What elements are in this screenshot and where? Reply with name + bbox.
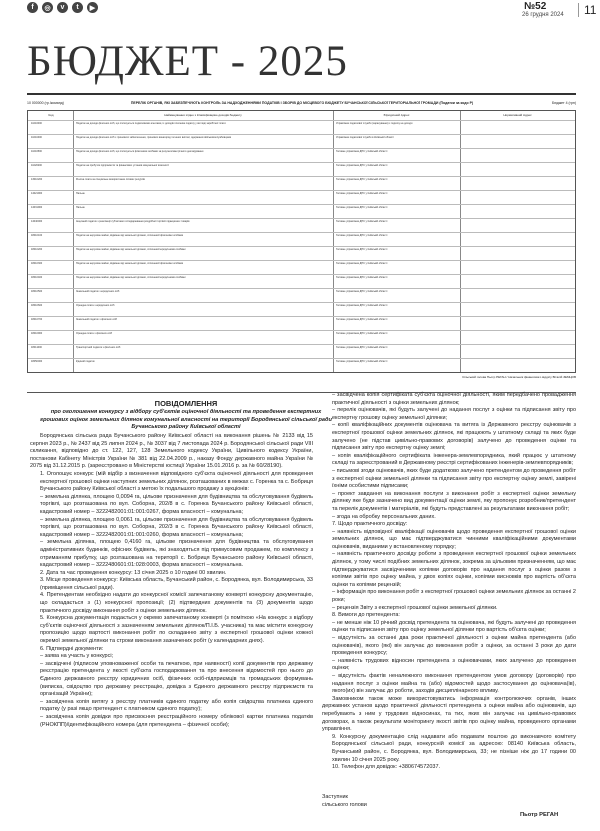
table-left-note: 10 000000 (гр.Ікоманд) — [27, 101, 64, 105]
notice-paragraph: – рецензія Звіту з експертної грошової оцінки земельної ділянки. — [332, 604, 498, 611]
top-bar — [0, 0, 600, 22]
table-cell-code: 18010300 — [31, 262, 43, 265]
table-cell-code: 18010100 — [31, 234, 43, 237]
table-cell-name: Пальне — [76, 206, 85, 209]
table-cell-code: 11020200 — [31, 164, 42, 167]
table-row — [28, 204, 575, 205]
table-cell-code: 18010600 — [31, 304, 43, 307]
column-header-name: Найменування згідно з Класифікацією доходів бюджету — [164, 113, 242, 117]
notice-paragraph: 5. Конкурсна документація подається у окремо запечатаному конверті (з поміткою «На конкурс з відбору суб'єктів оціночної діяльності з зазначенням земельних ділянок/П.І.Б. учасника) та має містити конкурсну пропозицію щодо вартості виконання робіт по складанню звіту з експертної грошової оцінки кожної окремої земельної ділянки та строки виконання зазначених робіт (у календарних днях). — [40, 615, 313, 645]
table-cell-name: Податок на нерухоме майно, відмінне від земельної ділянки, сплачений юридичними особами — [76, 276, 186, 279]
budget-table — [27, 97, 576, 389]
table-cell-name: Земельний податок з юридичних осіб — [76, 290, 120, 293]
table-cell-code: 13010200 — [31, 178, 43, 181]
notice-paragraph: – засвідчені (підписом уповноваженої особи та печаткою, при наявності) копії документів про державну реєстрацію претендента у якості суб'єкта господарювання та про внесення відомостей про нього до Єдиного державного реєстру юридичних осіб, фізичних осіб-підприємців та громадських формувань (виписка, свідоцтво про державну реєстрацію, довідка з Єдиного державного реєстру підприємств та організацій України); — [40, 660, 313, 698]
notice-paragraph: – не менше ніж 10 річний досвід претендента та оцінювача, які будуть залучені до проведення оцінки та підписання звіту про оцінку земельної ділянки про вартість об'єкта оцінки; — [332, 619, 576, 634]
table-row — [28, 246, 575, 247]
notice-paragraph: – наявність трудових відносин претендента з оцінювачами, яких залучено до проведення оцінки; — [332, 657, 576, 672]
notice-paragraph: 1. Оголошує конкурс (мій відбір з визначення відповідного суб'єкта оціночної діяльності для проведення експертної грошової оцінки наступних земельних ділянок, розташованих в межах с. Горенка та с. Бобриця Бучанського району Київської області з метою їх подальшого продажу з аукціонів: — [40, 470, 313, 493]
table-cell-code: 11010400 — [31, 136, 42, 139]
signature-name: Пьотр РЕГАН — [520, 812, 559, 818]
notice-paragraph: – заява на участь у конкурсі; — [40, 653, 114, 660]
notice-paragraph: – земельна ділянка, площею 0,0061 га, цільове призначення для будівництва та обслуговування будівель торгівлі, що розташована по вул. Соборна, 202/3 в с. Горенка Бучанського району Київської області, кадастровий номер – 3222482001:01:001:0260, форма власності – комунальна; — [40, 516, 313, 538]
notice-paragraph: 10. Телефон для довідок: +380674572037. — [332, 764, 441, 771]
table-right-note: Бюджет 4 (грн) — [551, 101, 576, 105]
column-header-code: Код — [48, 113, 54, 117]
table-cell-body: Головне управління ДПС у Київській області — [336, 318, 388, 321]
column-divider — [460, 111, 461, 372]
notice-paragraph: – земельна ділянка, площею 0,0094 га, цільове призначення для будівництва та обслуговування будівель торгівлі, що розташована по вул. Соборна, 202/8 в с. Горенка Бучанського району Київської області, кадастровий номер – 3222482001:01:001:0267, форма власності – комунальна; — [40, 493, 313, 515]
table-cell-name: Податок на нерухоме майно, відмінне від земельної ділянки, сплачений фізичними особами — [76, 234, 184, 237]
table-cell-name: Орендна плата з фізичних осіб — [76, 332, 113, 335]
table-cell-body: Головне управління ДПС у Київській області — [336, 150, 388, 153]
table-cell-name: Земельний податок з фізичних осіб — [76, 318, 117, 321]
signature-title: Заступник сільського голови — [322, 794, 367, 808]
table-cell-code: 14040000 — [31, 220, 43, 223]
table-row — [28, 288, 575, 289]
notice-paragraph: 8. Вимоги до претендента: — [332, 612, 400, 619]
table-cell-body: Головне управління ДПС у Київській області — [336, 206, 388, 209]
notice-paragraph: Бородянська сільська рада Бучанського району Київської області на виконання рішень № 2133 від 15 серпня 2023 р., № 2437 від 25 липня 2024 р., № 3037 від 7 листопада 2024 р. Бородянської сільської ради VIII скликання, відповідно до ст. 122, 127, 128 Земельного кодексу України, Цивільного кодексу України, постанови Кабінету Міністрів України № 381 від 22.04.2009 р., наказу Фонду державного майна України № 2075 від 31.12.2015 р. (зареєстровано в Міністерстві юстиції України 15.01.2016 р. за № 60/28190). — [30, 433, 313, 470]
table-cell-body: Головне управління ДПС у Київській області — [336, 304, 388, 307]
table-cell-code: 18010900 — [31, 332, 43, 335]
issue-date: 26 грудня 2024 — [522, 12, 564, 18]
table-row — [28, 218, 575, 219]
table-cell-body: Головне управління ДПС у Київській області — [336, 178, 388, 181]
table-cell-body: Головне управління ДПС у Київській області — [336, 220, 388, 223]
notice-paragraph: 4. Претендентам необхідно надати до конкурсної комісії запечатаному конверті конкурсну документацію, що складається з (1) конкурсної пропозиції; (2) підтвердних документів та (3) документів щодо практичного досвіду виконання робіт з оцінки земельних ділянок. — [40, 592, 313, 614]
table-title: ПЕРЕЛІК ОРГАНІВ, ЯКІ ЗАБЕЗПЕЧУЮТЬ КОНТРОЛЬ ЗА НАДХОДЖЕННЯМИ ПОДАТКІВ І ЗБОРІВ ДО МІСЦЕВОГО БЮДЖЕТУ БУЧАНСЬКОЇ СІЛЬСЬКОЇ ТЕРИТОРІАЛЬНОЇ ГРОМАДИ (Податки за кодо Р) — [130, 101, 474, 105]
notice-paragraph: – письмові згоди оцінювачів, яких буде додатково залучено претендентом до проведення робіт з експертної оцінки земельної ділянки та підписання звіту про експертну оцінку землі, завірені їхніми особистими підписами; — [332, 467, 576, 490]
table-cell-body: Головне управління ДПС у Київській області — [336, 234, 388, 237]
notice-paragraph: – відсутність за останні два роки практичної діяльності з оцінки майна претендента (або оцінювачів), якого (які) він залучає до виконання робіт з оцінки, за останні 3 роки до дати проведення конкурсу; — [332, 635, 576, 657]
column-header-legal: Юридичний Адрес — [383, 113, 410, 117]
table-cell-code: 18010200 — [31, 248, 43, 251]
table-cell-body: Головне управління ДПС у Київській області — [336, 332, 388, 335]
table-row — [28, 120, 575, 121]
instagram-icon[interactable]: ◎ — [42, 2, 53, 13]
table-cell-body: Головне управління ДПС у Київській області — [336, 192, 388, 195]
notice-paragraph: – перелік оцінювачів, які будуть залучені до надання послуг з оцінки та підписання звіту про експертну грошову оцінку земельної ділянки; — [332, 407, 576, 421]
notice-paragraph: – копія кваліфікаційного сертифіката інженера-землевпорядника, який працює у штатному складі та зареєстрований в Державному реєстрі сертифікованих інженерів-землевпорядників; — [332, 452, 576, 467]
table-row — [28, 302, 575, 303]
notice-paragraph: – засвідчена копія витягу з реєстру платників єдиного податку або копія свідоцтва платника єдиного податку (у разі якщо претендент є платником єдиного податку); — [40, 698, 313, 713]
table-row — [28, 330, 575, 331]
table-cell-code: 18010500 — [31, 290, 43, 293]
notice-paragraph: – відсутність фактів неналежного виконання претендентом умов договору (договорів) про надання послуг з оцінки майна та (або) відомостей щодо застосування до оцінювача(ів), якого(их) він залучає до роботи, заходів дисциплінарного впливу. — [332, 672, 576, 695]
table-row — [28, 274, 575, 275]
notice-paragraph: 3. Місце проведення конкурсу: Київська область, Бучанський район, с. Бородянка, вул. Володимирська, 33 (приміщення сільської ради). — [40, 577, 313, 591]
notice-paragraph: – земельна ділянка, площею 0,4160 га, цільове призначення для будівництва та обслуговування адміністративних будинків, офісних будівель, які знаходяться під примусовим продажем, по комплексу з отриманням прибутку, що розташована на території с. Бобриця Бучанського району Київської області, кадастровий номер – 3222480601:01:028:0003, форма власності – комунальна. — [40, 539, 313, 569]
table-cell-name: Рентна плата за спеціальне використання лісових ресурсів — [76, 178, 145, 181]
notice-subtitle: про оголошення конкурсу з відбору суб'єктів оціночної діяльності та проведення експертних грошових оцінок земельних ділянок комунальної власності на території Бородянської сільської ради Бучанського району Київської області — [40, 409, 332, 431]
table-row — [28, 260, 575, 261]
table-cell-code: 14021900 — [31, 192, 43, 195]
table-cell-name: Податок на доходи фізичних осіб, що сплачується фізичними особами за результатами річного декларування — [76, 150, 204, 153]
notice-paragraph: – інформація про виконання робіт з експертної грошової оцінки земельних ділянок за останні 2 роки; — [332, 589, 576, 604]
facebook-icon[interactable]: f — [27, 2, 38, 13]
column-divider — [73, 111, 74, 372]
table-cell-name: Орендна плата з юридичних осіб — [76, 304, 115, 307]
notice-right-column — [322, 392, 576, 772]
notice-paragraph: – проект завдання на виконання послуги з виконання робіт з експертної оцінки земельну ділянку яке буде зазначено вид документації оцінки землі, яку пропонує розробник/претендент та перелік документів і матеріалів, які будуть представлені за результатами виконання робіт; — [332, 490, 576, 512]
table-row — [28, 358, 575, 359]
table-cell-body: Головне управління ДПС у Київській області — [336, 276, 388, 279]
table-cell-body: Головне управління ДПС у Київській області — [336, 164, 388, 167]
table-header — [27, 101, 576, 109]
table-footer: Сільський голова Пьотр РЕГАН / Начальник фінансового відділу Віталій ЗЕМЦОВ — [462, 375, 576, 379]
table-cell-code: 18010400 — [31, 276, 43, 279]
table-row — [28, 176, 575, 177]
notice-paragraph: – наявність відповідної кваліфікації оцінювачів щодо проведення експертної грошової оцінки земельних ділянок, що має підтверджуватися чинними кваліфікаційними документами оцінювачів, виданими у встановленому порядку; — [332, 528, 576, 550]
table-cell-code: 11010000 — [31, 122, 42, 125]
table-cell-code: 18050000 — [31, 360, 43, 363]
page-number: 11 — [584, 3, 597, 17]
table-row — [28, 162, 575, 163]
table-cell-body: Головне управління ДПС у Київській області — [336, 262, 388, 265]
notice-paragraph: – згода на обробку персональних даних. — [332, 513, 436, 520]
table-row — [28, 232, 575, 233]
column-header-normative: Нормативний Адрес — [503, 113, 532, 117]
column-divider — [333, 111, 334, 372]
telegram-icon[interactable]: t — [72, 2, 83, 13]
table-cell-code: 18010700 — [31, 318, 43, 321]
notice-paragraph: – засвідчена копія сертифіката суб'єкта оціночної діяльності, яким передбачено провадження практичної діяльності з оцінки земельних ділянок; — [332, 392, 576, 406]
table-row — [28, 134, 575, 135]
notice-paragraph: – засвідчена копія довідки про присвоєння реєстраційного номеру облікової картки платника податків (РНОКПП)/ідентифікаційного номера (для претендента – фізичної особи); — [40, 713, 313, 728]
notice-title: ПОВІДОМЛЕННЯ — [154, 399, 218, 408]
table-cell-body: Головне управління ДПС у Київській області — [336, 346, 388, 349]
table-cell-name: Пальне — [76, 192, 85, 195]
notice-left-column — [30, 433, 313, 729]
table-cell-body: Управління податкової служби (зарахування) з податку на доходи — [336, 122, 413, 125]
table-cell-code: 18011000 — [31, 346, 42, 349]
table-row — [28, 148, 575, 149]
table-grid — [27, 110, 576, 373]
table-cell-name: Податок на нерухоме майно, відмінне від земельної ділянки, сплачений юридичними особами — [76, 248, 186, 251]
table-cell-code: 14031900 — [31, 206, 43, 209]
table-cell-name: Податок на доходи фізичних осіб з грошового забезпечення, грошових винагород та інших виплат, одержаних військовослужбовцями — [76, 136, 232, 139]
notice-paragraph: 2. Дата та час проведення конкурсу: 13 січня 2025 о 10 годині 00 хвилин. — [40, 569, 227, 576]
table-cell-name: Податок на доходи фізичних осіб, що сплачується податковими агентами, із доходів платника податку у вигляді заробітної плати — [76, 122, 226, 125]
table-cell-body: Головне управління ДПС у Київській області — [336, 290, 388, 293]
table-cell-name: Транспортний податок з фізичних осіб — [76, 346, 121, 349]
table-cell-body: Головне управління ДПС у Київській області — [336, 360, 388, 363]
notice-paragraph: Замовником також може використовуватись інформація контролюючих органів, інших державних установ щодо практичної діяльності претендента з оцінки майна або оцінювачів, що перебувають з ним у трудових відносинах, та тих, яких він залучає на цивільно-правових договорах, а також результати моніторингу якості звітів про оцінку майна, проведеного органами управління. — [322, 695, 576, 733]
table-cell-body: Головне управління ДПС у Київській області — [336, 248, 388, 251]
table-row — [28, 190, 575, 191]
notice-paragraph: 6. Підтвердні документи: — [40, 645, 104, 652]
viber-icon[interactable]: v — [57, 2, 68, 13]
table-cell-body: Управління податкової служби в Київській області — [336, 136, 394, 139]
youtube-icon[interactable]: ▶ — [87, 2, 98, 13]
table-cell-name: Єдиний податок — [76, 360, 95, 363]
section-masthead: БЮДЖЕТ - 2025 — [27, 38, 348, 85]
table-row — [28, 316, 575, 317]
table-cell-name: Податок на прибуток підприємств та фінансових установ комунальної власності — [76, 164, 170, 167]
table-cell-code: 11010500 — [31, 150, 42, 153]
notice-paragraph: – наявність практичного досвіду роботи з проведення експертної грошової оцінки земельних ділянок, у тому числі подібних земельних ділянок, зокрема за цільовим призначенням, що має підтверджуватися засвідченими копіями договорів про надання послуг з оцінки разом з копіями звітів про оцінку майна, у двох копіях оцінки, копіями висновків про вартість об'єкта оцінки та копіями рецензій; — [332, 551, 576, 588]
notice-paragraph: 7. Щодо практичного досвіду: — [332, 521, 408, 528]
notice-paragraph: – копії кваліфікаційних документів оцінювача та витяга із Державного реєстру оцінювачів з експертної грошової оцінки земельних ділянок, які працюють у штатному складі та яких буде залучено (не підстав цивільно-правових договорів) залучено до проведення оцінки та підписання звіту про експертну оцінку землі; — [332, 422, 576, 452]
social-icons — [27, 2, 98, 13]
table-row — [28, 344, 575, 345]
notice-paragraph: 9. Конкурсну документацію слід надавати або подавати поштою до виконавчого комітету Бородянської сільської ради, конкурсній комісії за адресою: 08140 Київська область, Бучанський район, с. Бородянка, вул. Володимирська, 33; не пізніше ніж до 17 години 00 хвилин 10 січня 2025 року. — [332, 733, 576, 763]
header-divider — [578, 3, 579, 17]
table-cell-name: Акцизний податок з реалізації суб'єктами господарювання роздрібної торгівлі підакцизних товарів — [76, 220, 190, 223]
issue-number: №52 — [524, 1, 547, 12]
masthead-rule — [27, 93, 576, 95]
table-cell-name: Податок на нерухоме майно, відмінне від земельної ділянки, сплачений фізичними особами — [76, 262, 184, 265]
